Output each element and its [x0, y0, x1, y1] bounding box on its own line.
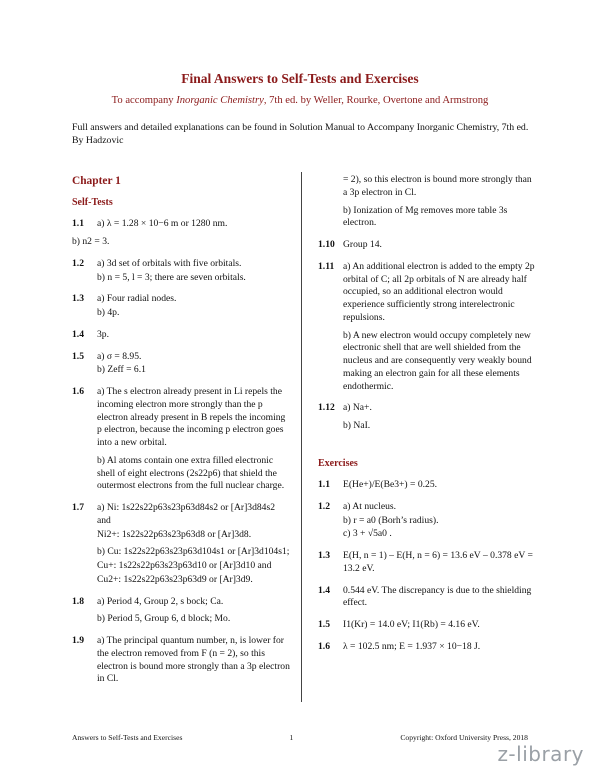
- entry-number: 1.12: [318, 402, 335, 414]
- exercise-1-6: [318, 641, 536, 654]
- answer-b: b) 4p.: [97, 307, 120, 319]
- self-test-1-9: [72, 635, 290, 685]
- entry-number: 1.8: [72, 595, 84, 607]
- answer-b-dication: Cu2+: 1s22s22p63s23p63d9 or [Ar]3d9.: [97, 573, 253, 585]
- entry-number: 1.6: [318, 640, 330, 652]
- exercise-1-5: [318, 619, 536, 632]
- watermark-logo: z-library: [497, 742, 584, 766]
- answer-a: a) The principal quantum number, n, is lower for the electron removed from F (n = 2), so this electron is bound more strongly than a 3p electron in Cl.: [97, 635, 290, 685]
- answer-a: E(He+)/E(Be3+) = 0.25.: [343, 479, 438, 491]
- answer-a: Group 14.: [343, 239, 382, 250]
- answer-b: b) Cu: 1s22s22p63s23p63d104s1 or [Ar]3d104s1;: [97, 546, 290, 558]
- answer-a: a) Period 4, Group 2, s bock; Ca.: [97, 595, 224, 607]
- entry-number: 1.4: [72, 328, 84, 340]
- self-tests-heading: Self-Tests: [72, 197, 113, 209]
- right-column: [318, 174, 536, 663]
- self-test-1-12: [318, 402, 536, 433]
- footer-left: Answers to Self-Tests and Exercises: [72, 733, 183, 742]
- exercise-1-4: [318, 585, 536, 611]
- exercises-heading: Exercises: [318, 457, 358, 469]
- answer-b: b) n = 5, l = 3; there are seven orbitals.: [97, 271, 246, 283]
- answer-a: a) An additional electron is added to the empty 2p orbital of C; all 2p orbitals of N are already half occupied, so an additional electron would experience sufficiently strong interelectronic repulsions.: [343, 260, 535, 323]
- self-test-1-5: [72, 351, 290, 378]
- answer-b: b) Al atoms contain one extra filled electronic shell of eight electrons (2s22p6) that shield the outermost electrons from the full nuclear charge.: [97, 454, 285, 492]
- entry-number: 1.9: [72, 635, 84, 647]
- self-test-1-10: [318, 239, 536, 252]
- footer-copyright: Copyright: Oxford University Press, 2018: [400, 733, 528, 742]
- answer-a: a) Four radial nodes.: [97, 293, 177, 305]
- entry-number: 1.1: [72, 218, 84, 230]
- answer-b: b) Ionization of Mg removes more table 3s electron.: [343, 204, 508, 229]
- answer-a-ion: Ni2+: 1s22s22p63s23p63d8 or [Ar]3d8.: [97, 528, 252, 540]
- self-test-1-1: [72, 218, 290, 231]
- self-test-1-2: [72, 258, 290, 285]
- self-test-1-9-continued: = 2), so this electron is bound more strongly than a 3p electron in Cl.: [343, 174, 532, 198]
- entry-number: 1.2: [72, 257, 84, 269]
- answer-a: a) σ = 8.95.: [97, 350, 142, 362]
- exercise-1-3: [318, 550, 536, 576]
- left-column: [72, 174, 290, 685]
- answer-b: b) r = a0 (Borh’s radius).: [343, 514, 439, 526]
- entry-number: 1.4: [318, 584, 330, 596]
- entry-number: 1.7: [72, 502, 84, 514]
- self-test-1-11: [318, 261, 536, 394]
- page-title: Final Answers to Self-Tests and Exercises: [181, 71, 419, 86]
- self-test-1-6: [72, 386, 290, 493]
- exercise-1-1: [318, 479, 536, 492]
- entry-number: 1.5: [318, 619, 330, 631]
- answer-a: a) The s electron already present in Li repels the incoming electron more strongly than the p electron already present in B repels the incoming p electron, because the incoming p electron goes into a new orbital.: [97, 386, 286, 449]
- page-footer: [72, 733, 528, 743]
- subtitle-prefix: To accompany: [111, 95, 177, 106]
- chapter-heading: Chapter 1: [72, 175, 121, 187]
- answer-a: a) λ = 1.28 × 10−6 m or 1280 nm.: [97, 218, 228, 230]
- answer-a: a) 3d set of orbitals with five orbitals.: [97, 257, 242, 269]
- answer-a: λ = 102.5 nm; E = 1.937 × 10−18 J.: [343, 640, 481, 652]
- answer-b: b) NaI.: [343, 420, 371, 431]
- subtitle-suffix: , 7th ed. by Weller, Rourke, Overtone and Armstrong: [263, 95, 489, 106]
- answer-a: E(H, n = 1) – E(H, n = 6) = 13.6 eV – 0.378 eV = 13.2 eV.: [343, 550, 533, 574]
- book-title: Inorganic Chemistry: [176, 95, 264, 106]
- answer-b: b) Zeff = 6.1: [97, 364, 146, 376]
- entry-number: 1.11: [318, 260, 335, 272]
- entry-number: 1.1: [318, 479, 330, 491]
- answer-a: a) Na+.: [343, 402, 372, 414]
- entry-number: 1.10: [318, 239, 335, 250]
- column-divider: [301, 172, 302, 702]
- intro-text: Full answers and detailed explanations can be found in Solution Manual to Accompany Inorganic Chemistry, 7th ed. By Hadzovic: [72, 122, 529, 147]
- answer-a: 0.544 eV. The discrepancy is due to the shielding effect.: [343, 584, 532, 609]
- answer-b: b) Period 5, Group 6, d block; Mo.: [97, 613, 231, 625]
- page-subtitle: [0, 94, 600, 108]
- answer-a: a) Ni: 1s22s22p63s23p63d84s2 or [Ar]3d84s2 and: [97, 502, 276, 526]
- entry-number: 1.3: [72, 293, 84, 305]
- answer-a: I1(Kr) = 14.0 eV; I1(Rb) = 4.16 eV.: [343, 619, 480, 631]
- page-number: 1: [289, 733, 294, 742]
- entry-number: 1.5: [72, 350, 84, 362]
- answer-a: a) At nucleus.: [343, 500, 397, 512]
- self-test-1-7: [72, 502, 290, 587]
- self-test-1-8: [72, 596, 290, 627]
- entry-number: 1.3: [318, 550, 330, 562]
- answer-a: 3p.: [97, 328, 109, 340]
- self-test-1-3: [72, 293, 290, 320]
- self-test-1-4: [72, 329, 290, 342]
- answer-b-cation: Cu+: 1s22s22p63s23p63d10 or [Ar]3d10 and: [97, 560, 272, 572]
- entry-number: 1.6: [72, 386, 84, 398]
- answer-b: b) n2 = 3.: [72, 236, 110, 248]
- answer-c: c) 3 + √5a0 .: [343, 528, 392, 540]
- entry-number: 1.2: [318, 500, 330, 512]
- answer-b: b) A new electron would occupy completely new electronic shell that are well shielded from the nucleus and are consequently very weakly bound making an electron gain for all these elements endothermic.: [343, 329, 532, 392]
- exercise-1-2: [318, 501, 536, 541]
